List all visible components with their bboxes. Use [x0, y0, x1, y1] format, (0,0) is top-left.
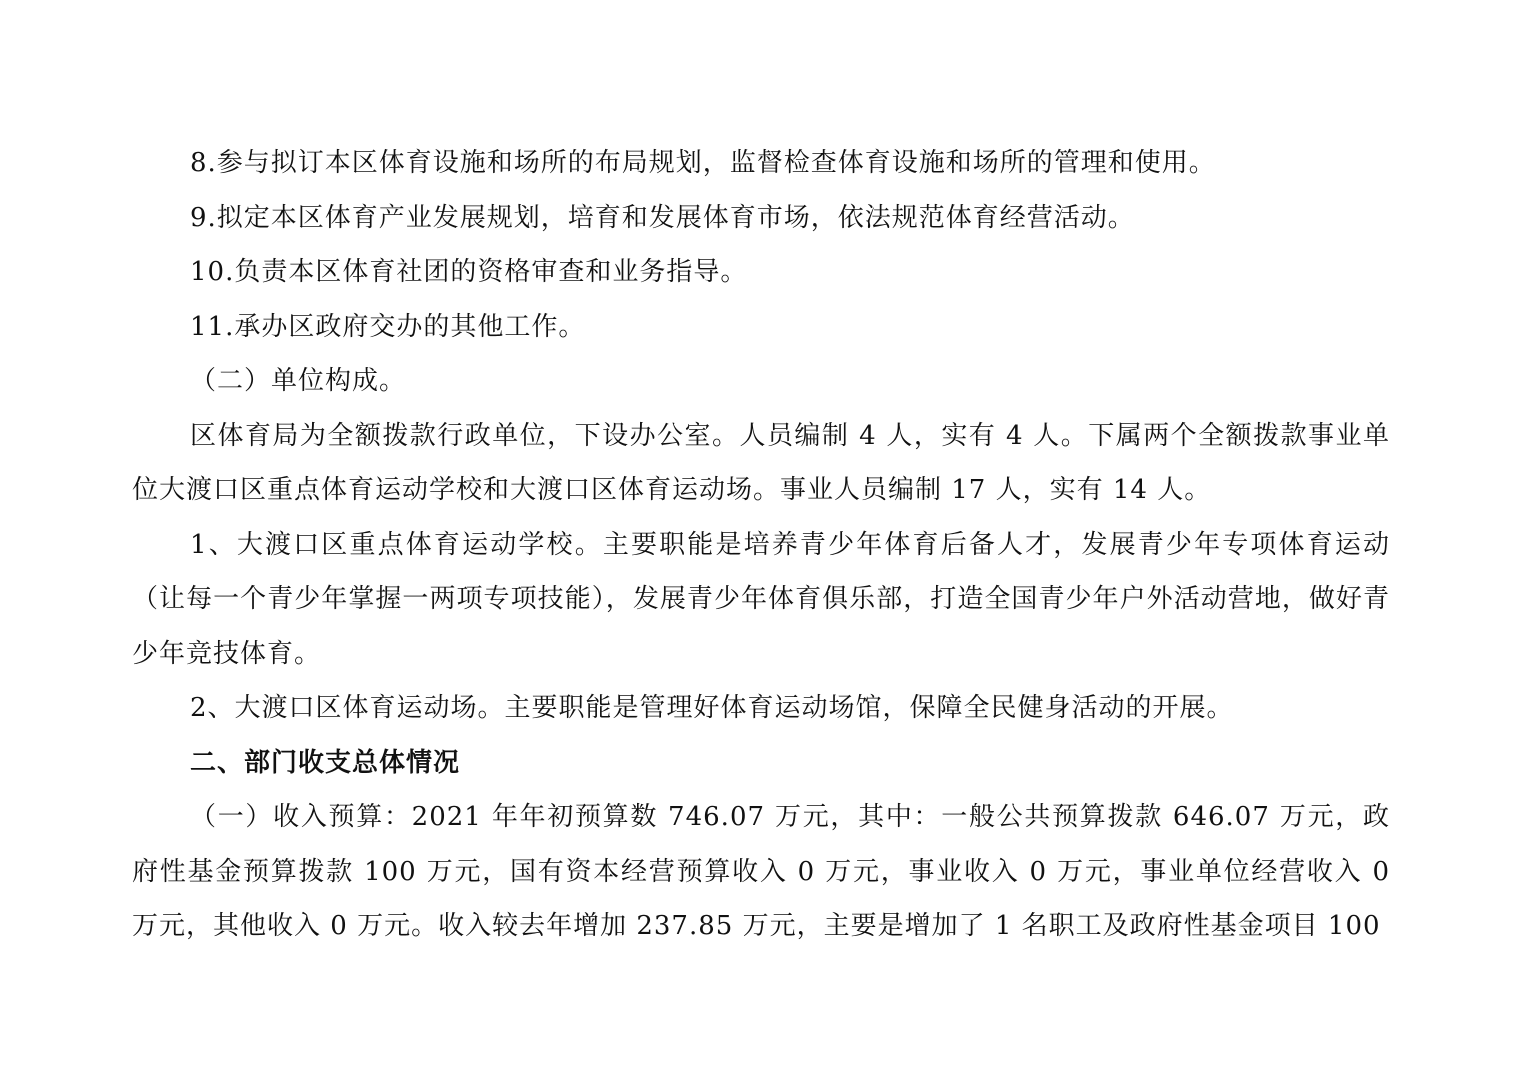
- paragraph-sports-school: 1、大渡口区重点体育运动学校。主要职能是培养青少年体育后备人才，发展青少年专项体育运动（让每一个青少年掌握一两项专项技能），发展青少年体育俱乐部，打造全国青少年户外活动营地，做好青少年竞技体育。: [132, 529, 1390, 669]
- paragraph-income-budget: （一）收入预算：2021 年年初预算数 746.07 万元，其中：一般公共预算拨款 646.07 万元，政府性基金预算拨款 100 万元，国有资本经营预算收入 0 万元，事业收入 0 万元，事业单位经营收入 0 万元，其他收入 0 万元。收入较去年增加 237.85 万元，主要是增加了 1 名职工及政府性基金项目 100: [132, 802, 1390, 941]
- document-body: [132, 136, 1390, 954]
- paragraph-duty-9: 9.拟定本区体育产业发展规划，培育和发展体育市场，依法规范体育经营活动。: [190, 202, 1135, 233]
- paragraph-duty-10: 10.负责本区体育社团的资格审查和业务指导。: [190, 257, 748, 287]
- paragraph-duty-8: 8.参与拟订本区体育设施和场所的布局规划，监督检查体育设施和场所的管理和使用。: [190, 148, 1216, 178]
- paragraph-sports-stadium: 2、大渡口区体育运动场。主要职能是管理好体育运动场馆，保障全民健身活动的开展。: [190, 693, 1234, 723]
- subheading-unit-composition: （二）单位构成。: [190, 366, 407, 396]
- section-heading-budget-overview: 二、部门收支总体情况: [190, 747, 461, 778]
- paragraph-unit-overview: 区体育局为全额拨款行政单位，下设办公室。人员编制 4 人，实有 4 人。下属两个全额拨款事业单位大渡口区重点体育运动学校和大渡口区体育运动场。事业人员编制 17 人，实有 14 人。: [132, 420, 1390, 505]
- paragraph-duty-11: 11.承办区政府交办的其他工作。: [190, 311, 586, 342]
